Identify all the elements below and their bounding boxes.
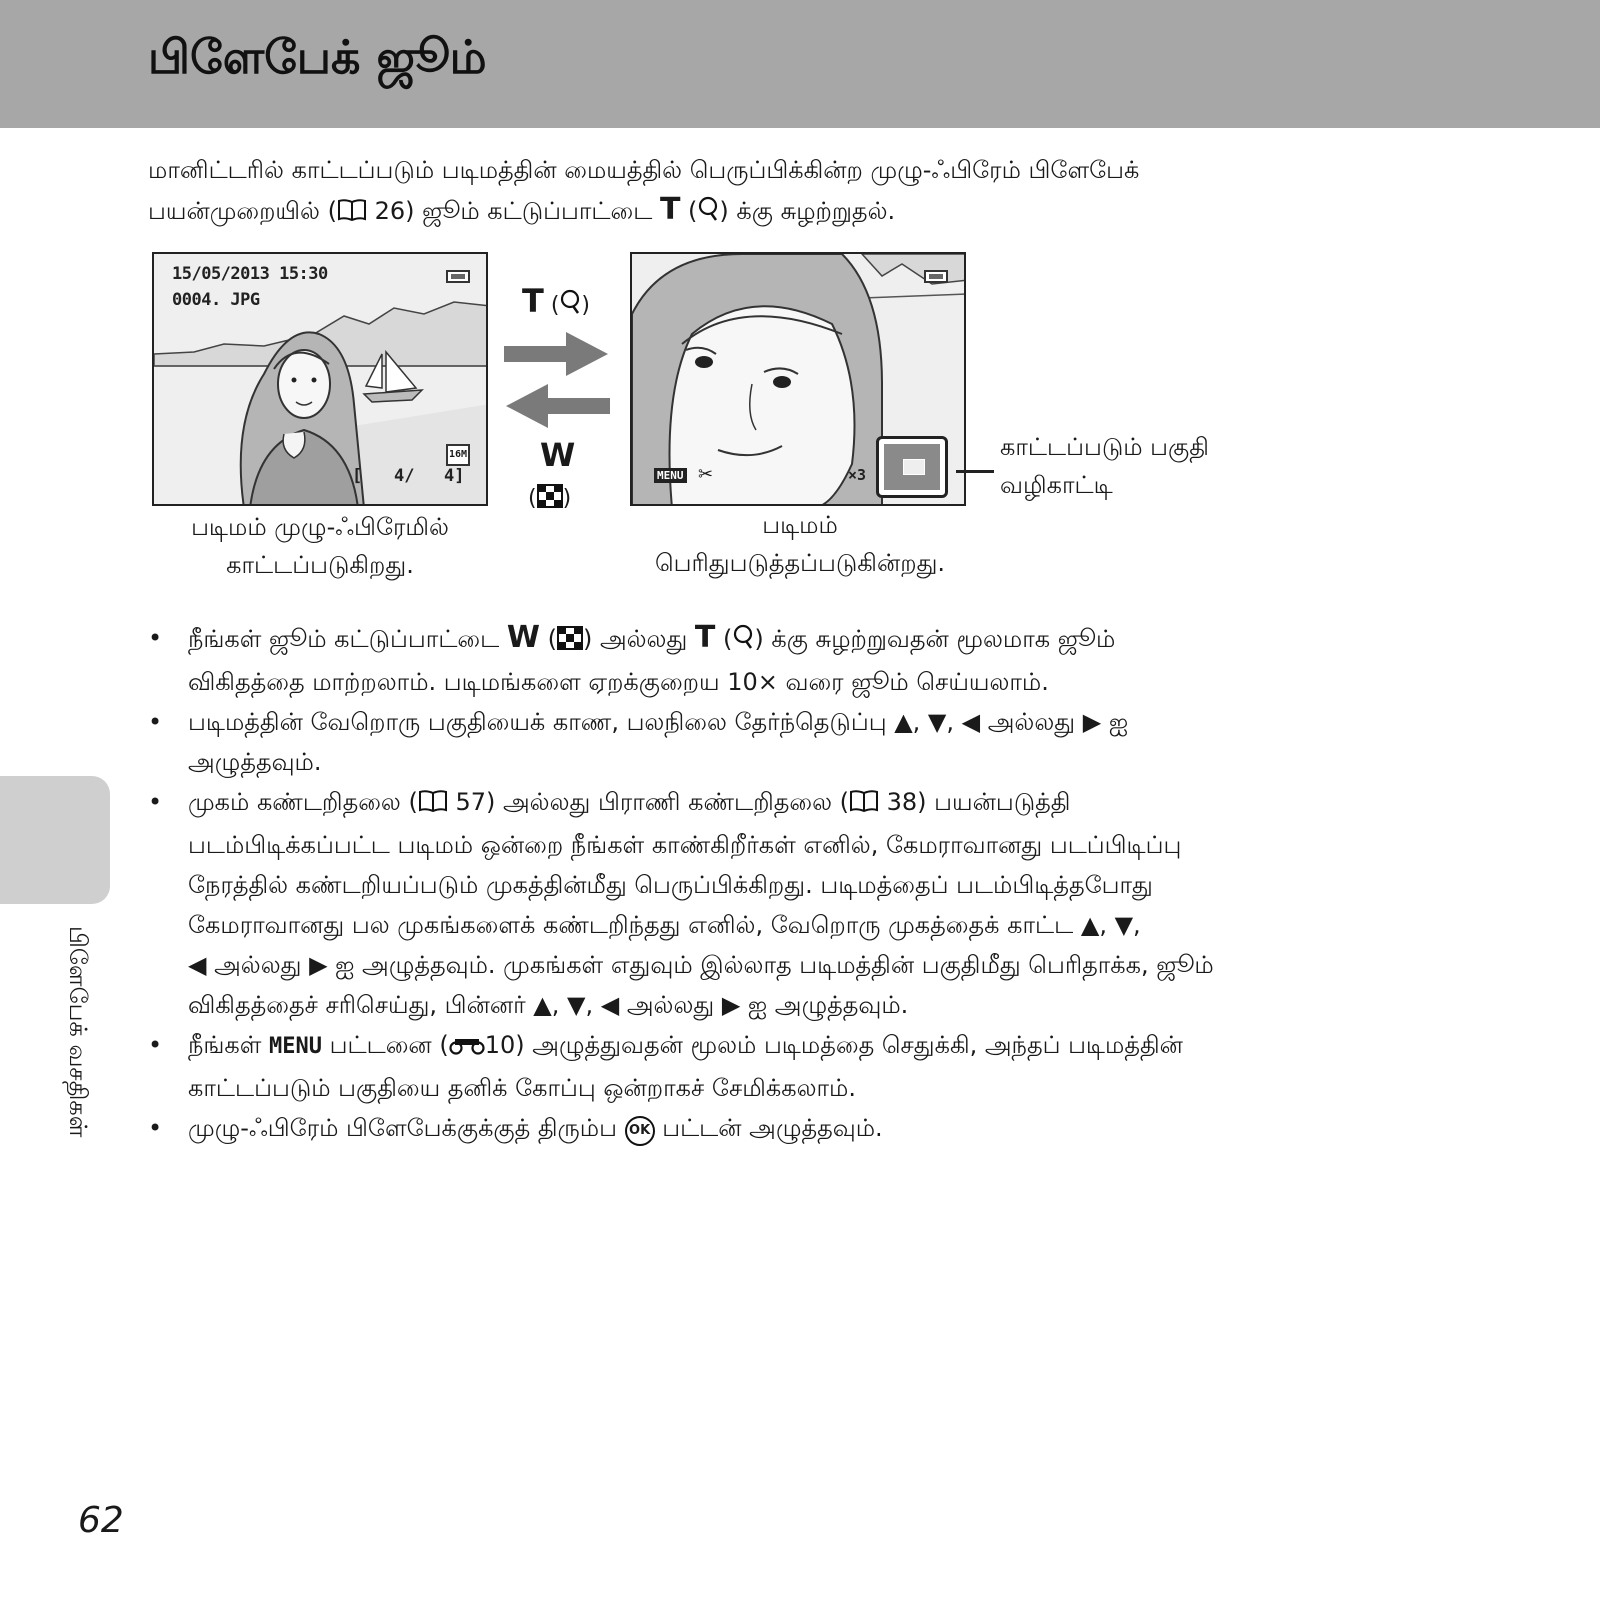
zoom-in-magnifier-icon xyxy=(697,194,719,234)
intro-line-1: மானிட்டரில் காட்டப்படும் படிமத்தின் மையத்தில் பெருப்பிக்கின்ற முழு-ஃபிரேம் பிளேபேக் xyxy=(148,156,1140,184)
section-label: பிளேபேக் வசதிகள் xyxy=(64,926,92,1138)
callout-line xyxy=(956,470,994,473)
file-name: 0004. JPG xyxy=(172,290,260,310)
tele-letter: T xyxy=(694,620,716,655)
down-triangle-icon: ▼ xyxy=(927,708,947,736)
crop-scissors-icon: ✂ xyxy=(698,464,714,485)
thumbnail-grid-icon xyxy=(537,484,563,514)
bracket-icon: [ xyxy=(352,466,363,486)
list-item: • நீங்கள் ஜூம் கட்டுப்பாட்டை W ( ) அல்லது T ( ) க்கு சுழற்றுவதன் மூலமாக ஜூம் விகிதத்தை மாற்றலாம். படிமங்களை ஏறக்குறைய 10× வரை ஜூம் செய்யலாம். xyxy=(148,618,1448,702)
bullet-list xyxy=(148,618,1448,1148)
battery-icon xyxy=(924,270,948,283)
zoom-in-magnifier-icon xyxy=(559,285,581,323)
down-triangle-icon: ▼ xyxy=(1114,911,1134,939)
tele-label: T ( ) xyxy=(522,282,590,323)
intro-paragraph xyxy=(148,150,1448,234)
zoomed-screen xyxy=(630,252,966,506)
ok-button-icon: OK xyxy=(625,1116,655,1146)
position-guide-frame xyxy=(876,436,948,498)
caption-position-guide: காட்டப்படும் பகுதி வழிகாட்டி xyxy=(1000,433,1209,499)
caption-zoomed: படிமம் பெரிதுபடுத்தப்படுகின்றது. xyxy=(654,511,946,577)
zoom-factor: ×3 xyxy=(848,466,867,484)
up-triangle-icon: ▲ xyxy=(1080,911,1100,939)
book-reference-icon xyxy=(337,194,367,234)
right-triangle-icon: ▶ xyxy=(1082,708,1102,736)
list-item: • முழு-ஃபிரேம் பிளேபேக்குக்குத் திரும்ப OK பட்டன் அழுத்தவும். xyxy=(148,1108,1448,1148)
book-reference-icon xyxy=(849,785,879,825)
section-tab xyxy=(0,776,110,904)
right-triangle-icon: ▶ xyxy=(721,991,741,1019)
up-triangle-icon: ▲ xyxy=(533,991,552,1019)
wide-label: W xyxy=(540,436,576,474)
page-title: பிளேபேக் ஜூம் xyxy=(148,30,487,84)
left-triangle-icon: ◀ xyxy=(188,951,207,979)
book-reference-icon xyxy=(418,785,448,825)
zoom-out-arrow-icon xyxy=(504,384,610,428)
up-triangle-icon: ▲ xyxy=(894,708,913,736)
right-triangle-icon: ▶ xyxy=(309,951,328,979)
list-item: • முகம் கண்டறிதலை ( 57) அல்லது பிராணி கண்டறிதலை ( 38) பயன்படுத்தி படம்பிடிக்கப்பட்ட படிமம் ஒன்றை நீங்கள் காண்கிறீர்கள் எனில், கேமராவானது படப்பிடிப்பு நேரத்தில் கண்டறியப்படும் முகத்தின்மீது பெருப்பிக்கிறது. படிமத்தைப் படம்பிடித்தபோது கேமராவானது பல முகங்களைக் கண்டறிந்தது எனில், வேறொரு முகத்தைக் காட்ட ▲, ▼, ◀ அல்லது ▶ ஐ அழுத்தவும். முகங்கள் எதுவும் இல்லாத படிமத்தின் பகுதிமீது பெரிதாக்க, ஜூம் விகிதத்தைச் சரிசெய்து, பின்னர் ▲, ▼, ◀ அல்லது ▶ ஐ அழுத்தவும். xyxy=(148,782,1448,1025)
intro-line-2: பயன்முறையில் ( 26) ஜூம் கட்டுப்பாட்டை T ( ) க்கு சுழற்றுதல். xyxy=(148,190,1448,234)
left-triangle-icon: ◀ xyxy=(961,708,981,736)
menu-button-label: MENU xyxy=(269,1034,323,1059)
list-item: • நீங்கள் MENU பட்டனை ( 10) அழுத்துவதன் மூலம் படிமத்தை செதுக்கி, அந்தப் படிமத்தின் காட்டப்படும் பகுதியை தனிக் கோப்பு ஒன்றாகச் சேமிக்கலாம். xyxy=(148,1025,1448,1108)
thumbnail-label: ( ) xyxy=(528,484,571,514)
frame-counter: 4/ xyxy=(394,466,415,486)
zoom-in-arrow-icon xyxy=(504,332,610,376)
frame-total: 4] xyxy=(444,466,465,486)
reference-section-icon xyxy=(449,1028,485,1068)
date-time-stamp: 15/05/2013 15:30 xyxy=(172,264,328,284)
image-size-badge: 16M xyxy=(446,444,470,466)
position-guide-viewport xyxy=(903,459,925,475)
menu-badge: MENU xyxy=(654,468,687,483)
caption-full-frame: படிமம் முழு-ஃபிரேமில் காட்டப்படுகிறது. xyxy=(191,513,449,579)
list-item: • படிமத்தின் வேறொரு பகுதியைக் காண, பலநிலை தேர்ந்தெடுப்பு ▲, ▼, ◀ அல்லது ▶ ஐ அழுத்தவும். xyxy=(148,702,1448,782)
down-triangle-icon: ▼ xyxy=(567,991,586,1019)
left-triangle-icon: ◀ xyxy=(600,991,620,1019)
zoom-in-magnifier-icon xyxy=(732,622,754,662)
full-frame-screen xyxy=(152,252,488,506)
wide-letter: W xyxy=(506,620,540,655)
battery-icon xyxy=(446,270,470,283)
thumbnail-grid-icon xyxy=(557,622,583,662)
tele-letter: T xyxy=(659,192,681,227)
page-number: 62 xyxy=(78,1500,124,1541)
